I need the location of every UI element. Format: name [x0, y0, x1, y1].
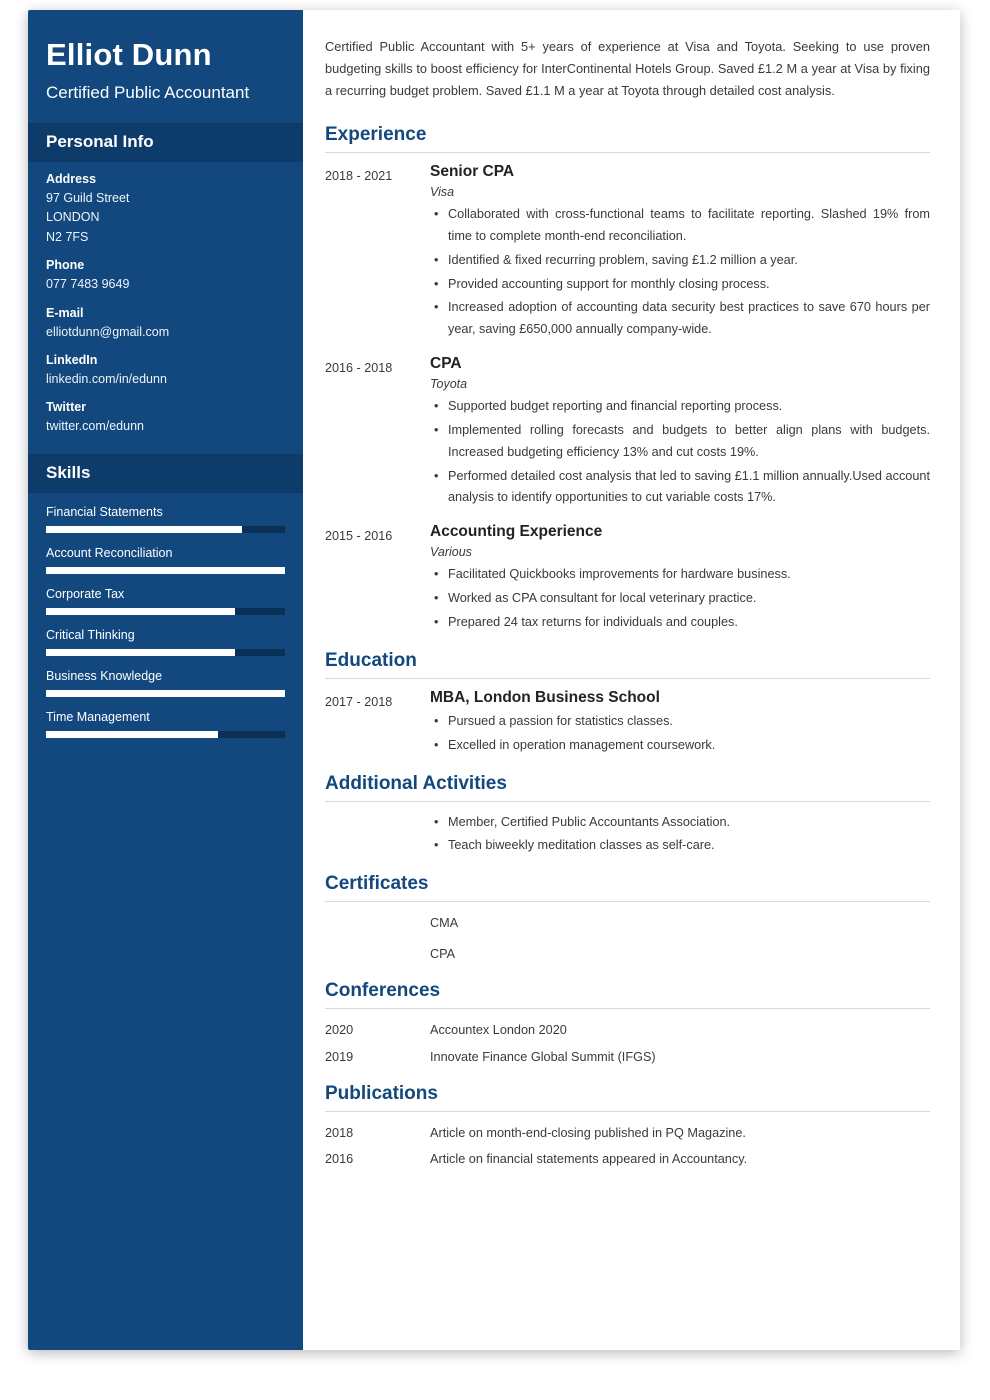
skills-list [28, 493, 303, 761]
publication-date: 2016 [325, 1152, 354, 1167]
skill-item [46, 546, 285, 574]
publication-row [325, 1122, 930, 1145]
info-label-phone: Phone [46, 258, 85, 273]
experience-entry [325, 163, 930, 343]
date-spacer [325, 912, 430, 935]
bullet-item: • Implemented rolling forecasts and budgets to better align plans with budgets. Increased budgeting efficiency 13% and cut costs 19%. [446, 420, 930, 464]
entry-role: Senior CPA [430, 163, 515, 180]
entry-body [430, 163, 930, 343]
experience-entry [325, 355, 930, 511]
info-value-address-line1: 97 Guild Street [46, 191, 130, 206]
section-conferences [325, 980, 930, 1069]
section-title-certificates: Certificates [325, 873, 429, 895]
publication-date: 2018 [325, 1125, 354, 1140]
entry-role: CPA [430, 355, 462, 373]
conference-date: 2019 [325, 1049, 354, 1064]
skill-bar-track [46, 608, 285, 615]
info-group-email [46, 306, 285, 342]
entry-body [430, 689, 930, 759]
info-group-twitter [46, 400, 285, 436]
section-title-experience: Experience [325, 124, 427, 145]
skill-bar-fill [46, 649, 235, 656]
info-value-email[interactable]: elliotdunn@gmail.com [46, 324, 170, 339]
certificate-row [325, 943, 930, 966]
skill-label: Critical Thinking [46, 627, 135, 642]
entry-dates: 2015 - 2016 [325, 529, 393, 544]
section-title-publications: Publications [325, 1082, 438, 1104]
skill-bar-fill [46, 567, 285, 574]
publication-text: Article on month-end-closing published in PQ Magazine. [430, 1125, 746, 1140]
certificate-name: CMA [430, 916, 459, 931]
date-spacer [325, 812, 430, 860]
skill-bar-track [46, 567, 285, 574]
education-entry [325, 689, 930, 759]
section-divider [325, 1111, 930, 1112]
section-title-education: Education [325, 649, 417, 671]
skill-label: Financial Statements [46, 504, 163, 519]
skill-item [46, 505, 285, 533]
skill-item [46, 587, 285, 615]
bullet-item: • Excelled in operation management coursework. [446, 735, 930, 757]
personal-info-body [28, 162, 303, 454]
entry-role: Accounting Experience [430, 523, 603, 541]
skills-heading: Skills [28, 454, 303, 493]
bullet-item: • Worked as CPA consultant for local veterinary practice. [446, 588, 930, 610]
section-publications [325, 1083, 930, 1172]
bullet-item: • Facilitated Quickbooks improvements for hardware business. [446, 564, 930, 586]
entry-bullets [430, 204, 930, 341]
skill-label: Corporate Tax [46, 586, 125, 601]
entry-organization: Visa [430, 185, 455, 199]
info-label-address: Address [46, 172, 97, 187]
info-value-phone: 077 7483 9649 [46, 277, 130, 292]
activities-bullets [430, 812, 730, 860]
conference-name: Innovate Finance Global Summit (IFGS) [430, 1049, 656, 1064]
info-label-linkedin: LinkedIn [46, 352, 98, 367]
conference-name: Accountex London 2020 [430, 1022, 567, 1037]
bullet-item: • Increased adoption of accounting data security best practices to save 670 hours per year, saving £650,000 annually company-wide. [446, 297, 930, 341]
skill-bar-fill [46, 608, 235, 615]
publication-row [325, 1148, 930, 1171]
section-divider [325, 678, 930, 679]
info-value-address-line2: LONDON [46, 210, 100, 225]
certificate-row [325, 912, 930, 935]
skill-label: Time Management [46, 709, 150, 724]
conference-row [325, 1046, 930, 1069]
skill-item [46, 628, 285, 656]
resume-document [28, 10, 960, 1350]
skill-bar-fill [46, 690, 285, 697]
entry-body [430, 523, 930, 636]
entry-body [430, 355, 930, 511]
bullet-item: • Identified & fixed recurring problem, saving £1.2 million a year. [446, 250, 930, 272]
bullet-item: • Supported budget reporting and financial reporting process. [446, 396, 930, 418]
resume-main-column [303, 10, 960, 1350]
skill-bar-fill [46, 731, 218, 738]
skill-label: Account Reconciliation [46, 545, 173, 560]
section-divider [325, 1008, 930, 1009]
section-divider [325, 901, 930, 902]
info-label-twitter: Twitter [46, 400, 87, 415]
info-group-phone [46, 258, 285, 294]
bullet-item: • Performed detailed cost analysis that led to saving £1.1 million annually.Used account analysis to identify opportunities to cut variable costs 17%. [446, 466, 930, 510]
skill-item [46, 710, 285, 738]
conference-date: 2020 [325, 1022, 354, 1037]
entry-dates: 2018 - 2021 [325, 169, 393, 183]
skill-bar-track [46, 690, 285, 697]
entry-bullets [430, 564, 930, 634]
skill-bar-track [46, 731, 285, 738]
bullet-item: • Provided accounting support for monthly closing process. [446, 274, 930, 296]
skill-item [46, 669, 285, 697]
bullet-item: • Pursued a passion for statistics classes. [446, 711, 930, 733]
info-value-twitter[interactable]: twitter.com/edunn [46, 419, 144, 434]
bullet-item: • Member, Certified Public Accountants Association. [446, 812, 730, 834]
activities-row [325, 812, 930, 860]
entry-bullets [430, 711, 930, 757]
certificate-name: CPA [430, 947, 456, 962]
candidate-name: Elliot Dunn [46, 37, 212, 72]
conference-row [325, 1019, 930, 1042]
section-additional-activities [325, 773, 930, 860]
info-value-linkedin[interactable]: linkedin.com/in/edunn [46, 371, 167, 386]
professional-summary: Certified Public Accountant with 5+ years of experience at Visa and Toyota. Seeking to use proven budgeting skills to boost efficiency for InterContinental Hotels Group. Saved £1.2 M a year at Visa by fixing a recurring budget problem. Saved £1.1 M a year at Toyota through detailed cost analysis. [325, 39, 930, 98]
entry-dates: 2016 - 2018 [325, 361, 393, 376]
entry-dates: 2017 - 2018 [325, 694, 393, 709]
section-certificates [325, 873, 930, 966]
candidate-job-title: Certified Public Accountant [46, 83, 250, 103]
info-group-address [46, 172, 285, 247]
section-divider [325, 152, 930, 153]
skill-label: Business Knowledge [46, 668, 163, 683]
info-value-address-line3: N2 7FS [46, 229, 89, 244]
personal-info-heading: Personal Info [28, 123, 303, 162]
section-title-conferences: Conferences [325, 979, 441, 1001]
entry-degree: MBA, London Business School [430, 688, 660, 706]
bullet-item: • Prepared 24 tax returns for individuals and couples. [446, 612, 930, 634]
resume-sidebar [28, 10, 303, 1350]
name-block [28, 10, 303, 123]
date-spacer [325, 943, 430, 966]
info-label-email: E-mail [46, 305, 84, 320]
experience-entry [325, 523, 930, 636]
section-title-additional-activities: Additional Activities [325, 772, 507, 794]
publication-text: Article on financial statements appeared in Accountancy. [430, 1152, 748, 1167]
section-divider [325, 801, 930, 802]
entry-organization: Various [430, 545, 472, 560]
bullet-item: • Teach biweekly meditation classes as self-care. [446, 835, 730, 857]
skill-bar-track [46, 649, 285, 656]
info-group-linkedin [46, 353, 285, 389]
entry-bullets [430, 396, 930, 509]
bullet-item: • Collaborated with cross-functional teams to facilitate reporting. Slashed 19% from time to complete month-end reconciliation. [446, 204, 930, 248]
section-experience [325, 124, 930, 636]
entry-organization: Toyota [430, 377, 468, 392]
skill-bar-fill [46, 526, 242, 533]
section-education [325, 650, 930, 759]
skill-bar-track [46, 526, 285, 533]
